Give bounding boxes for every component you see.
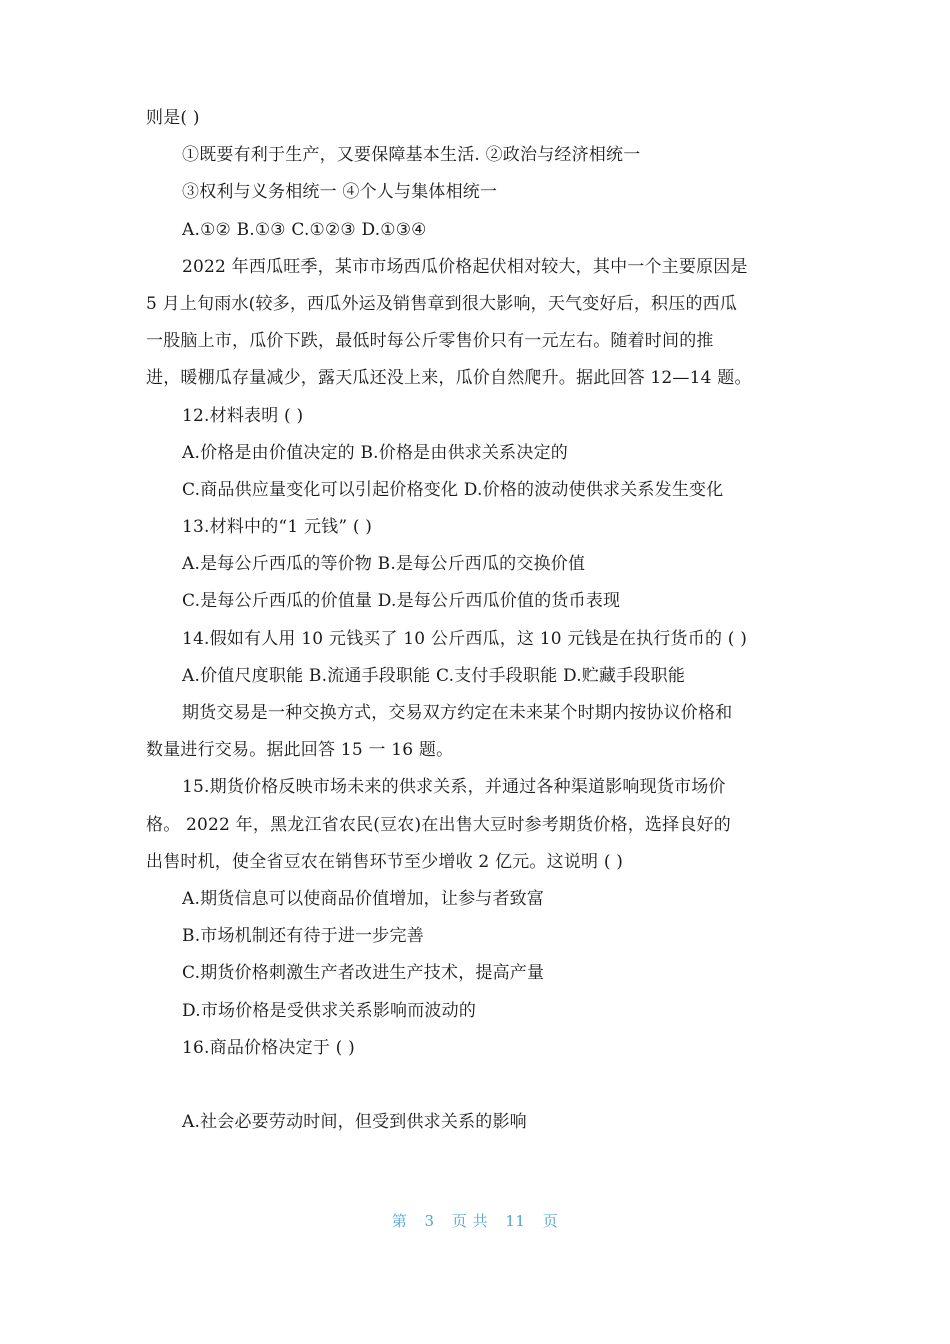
footer-total-pages: 11 bbox=[505, 1212, 526, 1230]
text-line: B.市场机制还有待于进一步完善 bbox=[182, 926, 424, 947]
text-line: ①既要有利于生产，又要保障基本生活. ②政治与经济相统一 bbox=[182, 145, 641, 166]
text-line: A.①② B.①③ C.①②③ D.①③④ bbox=[182, 219, 427, 240]
document-body bbox=[146, 100, 806, 1141]
text-line: A.价格是由价值决定的 B.价格是由供求关系决定的 bbox=[182, 442, 568, 463]
text-line: 则是( ) bbox=[146, 108, 200, 128]
text-line: 格。 2022 年，黑龙江省农民(豆农)在出售大豆时参考期货价格，选择良好的 bbox=[146, 814, 731, 835]
text-line: 14.假如有人用 10 元钱买了 10 公斤西瓜，这 10 元钱是在执行货币的 ( ) bbox=[182, 628, 748, 649]
footer-current-page: 3 bbox=[424, 1212, 435, 1230]
text-line: C.商品供应量变化可以引起价格变化 D.价格的波动使供求关系发生变化 bbox=[182, 479, 724, 500]
text-line: C.期货价格刺激生产者改进生产技术，提高产量 bbox=[182, 963, 545, 984]
footer-suffix: 页 bbox=[542, 1212, 559, 1230]
footer-middle: 页 共 bbox=[451, 1212, 489, 1230]
text-line: A.价值尺度职能 B.流通手段职能 C.支付手段职能 D.贮藏手段职能 bbox=[182, 665, 686, 686]
text-line: 15.期货价格反映市场未来的供求关系，并通过各种渠道影响现货市场价 bbox=[182, 777, 726, 798]
text-line: 12.材料表明 ( ) bbox=[182, 405, 304, 426]
text-line: 5 月上旬雨水(较多，西瓜外运及销售章到很大影响，天气变好后，积压的西瓜 bbox=[146, 293, 738, 314]
text-line: 16.商品价格决定于 ( ) bbox=[182, 1037, 355, 1058]
text-line: ③权利与义务相统一 ④个人与集体相统一 bbox=[182, 182, 498, 203]
text-line: A.是每公斤西瓜的等价物 B.是每公斤西瓜的交换价值 bbox=[182, 554, 586, 575]
text-line: C.是每公斤西瓜的价值量 D.是每公斤西瓜价值的货币表现 bbox=[182, 591, 621, 612]
text-line: 2022 年西瓜旺季，某市市场西瓜价格起伏相对较大，其中一个主要原因是 bbox=[182, 256, 748, 277]
text-line: A.期货信息可以使商品价值增加，让参与者致富 bbox=[182, 888, 545, 909]
text-line: 进，暖棚瓜存量减少，露天瓜还没上来，瓜价自然爬升。据此回答 12—14 题。 bbox=[146, 368, 752, 389]
text-line: D.市场价格是受供求关系影响而波动的 bbox=[182, 1000, 477, 1021]
footer-prefix: 第 bbox=[391, 1212, 408, 1230]
text-line: 13.材料中的“1 元钱” ( ) bbox=[182, 517, 373, 538]
text-line: 期货交易是一种交换方式，交易双方约定在未来某个时期内按协议价格和 bbox=[182, 703, 733, 723]
text-line: A.社会必要劳动时间，但受到供求关系的影响 bbox=[182, 1112, 527, 1133]
blank-line bbox=[146, 1067, 806, 1104]
page-footer bbox=[0, 1210, 950, 1231]
text-line: 出售时机，使全省豆农在销售环节至少增收 2 亿元。这说明 ( ) bbox=[146, 851, 624, 872]
text-line: 一股脑上市，瓜价下跌，最低时每公斤零售价只有一元左右。随着时间的推 bbox=[146, 331, 714, 352]
text-line: 数量进行交易。据此回答 15 一 16 题。 bbox=[146, 740, 454, 761]
